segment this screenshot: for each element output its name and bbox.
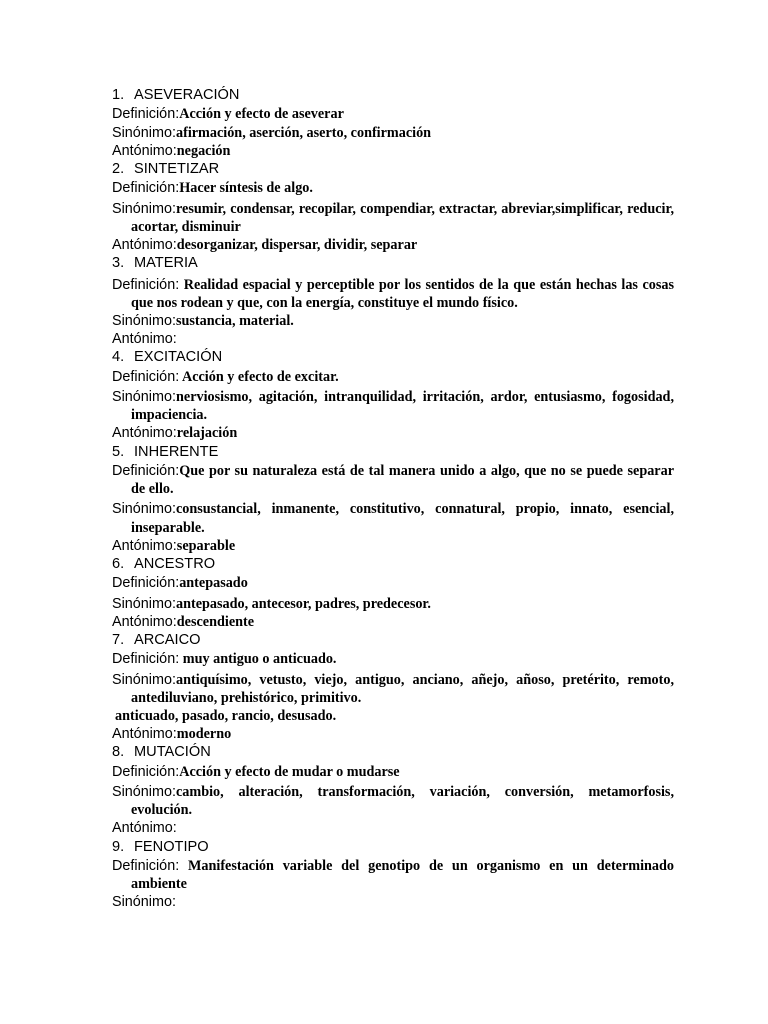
entry-number: 2. [112,161,125,177]
entry-number: 7. [112,632,125,649]
entry-definicion [112,462,674,498]
antonimo-label: Antónimo: [112,726,177,743]
entry-antonimo [112,613,674,631]
definicion-label: Definición: [112,276,180,293]
entry-heading [112,443,674,462]
entry-heading [112,160,674,179]
definicion-value: Hacer síntesis de algo. [179,180,313,197]
entry-sinonimo [112,124,674,142]
antonimo-label: Antónimo: [112,331,177,348]
entry-number: 1. [112,87,125,103]
antonimo-value: negación [176,142,231,159]
definicion-label: Definición: [112,106,180,123]
antonimo-value: desorganizar, dispersar, dividir, separar [176,237,418,253]
entry-heading [112,348,674,367]
entry-heading [112,254,674,273]
entry-heading [112,743,674,762]
sinonimo-label: Sinónimo: [112,501,176,518]
entry-definicion [112,574,674,592]
antonimo-label: Antónimo: [112,820,177,837]
entry-number: 3. [112,255,125,272]
sinonimo-value: afirmación, aserción, aserto, confirmación [176,124,432,141]
entry-heading [112,555,674,574]
antonimo-label: Antónimo: [112,142,177,159]
definicion-value: Manifestación variable del genotipo de un organismo en un determinado ambiente [131,858,674,893]
antonimo-label: Antónimo: [112,613,177,630]
entry-term: MUTACIÓN [134,744,211,761]
entry-definicion [112,368,674,386]
definicion-value: Que por su naturaleza está de tal manera unido a algo, que no se puede separar de ello. [131,463,674,498]
glossary-entry [112,86,674,160]
definicion-value: Acción y efecto de mudar o mudarse [179,763,400,780]
entry-heading [112,86,674,105]
sinonimo-value: consustancial, inmanente, constitutivo, connatural, propio, innato, esencial, inseparable. [131,501,674,536]
entry-antonimo [112,142,674,160]
antonimo-value: moderno [176,726,232,743]
definicion-value: Acción y efecto de aseverar [179,106,344,123]
glossary-entry [112,838,674,912]
antonimo-label: Antónimo: [112,425,177,442]
entry-sinonimo [112,671,674,707]
entry-definicion [112,105,674,123]
entry-definicion [112,763,674,781]
entry-number: 4. [112,349,125,366]
entry-sinonimo [112,893,674,911]
definicion-value: muy antiguo o anticuado. [179,651,337,668]
sinonimo-label: Sinónimo: [112,894,176,911]
glossary-entry [112,160,674,254]
entry-term: ARCAICO [134,632,201,649]
sinonimo-label: Sinónimo: [112,124,176,141]
definicion-label: Definición: [112,858,180,875]
entry-term: ANCESTRO [134,556,216,573]
sinonimo-value: antiquísimo, vetusto, viejo, antiguo, anciano, añejo, añoso, pretérito, remoto, antediluviano, prehistórico, primitivo. [131,671,674,706]
sinonimo-value: nerviosismo, agitación, intranquilidad, irritación, ardor, entusiasmo, fogosidad, impaciencia. [131,389,674,424]
glossary-entry [112,555,674,631]
entry-antonimo [112,330,674,348]
definicion-value: antepasado [179,575,248,592]
definicion-value: Acción y efecto de excitar. [179,368,339,385]
definicion-value: Realidad espacial y perceptible por los sentidos de la que están hechas las cosas que nos rodean y que, con la energía, constituye el mundo físico. [131,276,674,311]
sinonimo-value: resumir, condensar, recopilar, compendiar, extractar, abreviar,simplificar, reducir, acortar, disminuir [131,200,674,235]
glossary-entry [112,443,674,555]
entry-antonimo [112,725,674,743]
entry-heading [112,838,674,857]
sinonimo-label: Sinónimo: [112,784,176,801]
entry-sinonimo [112,783,674,819]
entry-antonimo [112,236,674,254]
sinonimo-label: Sinónimo: [112,595,176,612]
definicion-label: Definición: [112,763,180,780]
definicion-label: Definición: [112,368,180,385]
antonimo-value: relajación [176,425,238,442]
sinonimo-label: Sinónimo: [112,671,176,688]
sinonimo-value: antepasado, antecesor, padres, predecesor. [176,595,431,612]
entry-sinonimo [112,200,674,236]
entry-definicion [112,650,674,668]
entry-sinonimo [112,500,674,536]
entry-term: FENOTIPO [134,838,209,855]
glossary-entry [112,348,674,442]
antonimo-label: Antónimo: [112,537,177,554]
glossary-entry [112,254,674,348]
definicion-label: Definición: [112,575,180,592]
entry-number: 9. [112,838,125,855]
entry-term: INHERENTE [134,443,219,460]
entry-antonimo [112,537,674,555]
antonimo-value: descendiente [176,613,255,630]
entry-antonimo [112,819,674,837]
glossary-list [112,86,674,912]
entry-antonimo [112,424,674,442]
entry-definicion [112,179,674,197]
entry-heading [112,631,674,650]
sinonimo-value: cambio, alteración, transformación, variación, conversión, metamorfosis, evolución. [131,784,674,819]
definicion-label: Definición: [112,180,180,197]
sinonimo-label: Sinónimo: [112,389,176,405]
entry-number: 5. [112,443,125,460]
sinonimo-label: Sinónimo: [112,313,176,329]
entry-sinonimo [112,388,674,424]
glossary-entry [112,631,674,743]
antonimo-value: separable [176,537,236,554]
sinonimo-label: Sinónimo: [112,200,176,217]
entry-term: ASEVERACIÓN [134,87,240,103]
entry-term: EXCITACIÓN [134,349,223,366]
entry-sinonimo [112,595,674,613]
definicion-label: Definición: [112,651,180,668]
entry-definicion [112,276,674,312]
antonimo-label: Antónimo: [112,237,177,253]
entry-number: 6. [112,556,125,573]
entry-definicion [112,857,674,893]
entry-term: SINTETIZAR [134,161,220,177]
sinonimo-extra: anticuado, pasado, rancio, desusado. [115,708,337,725]
sinonimo-value: sustancia, material. [176,313,294,329]
entry-number: 8. [112,744,125,761]
entry-term: MATERIA [134,255,198,272]
definicion-label: Definición: [112,463,180,479]
glossary-entry [112,743,674,837]
entry-sinonimo [112,312,674,330]
